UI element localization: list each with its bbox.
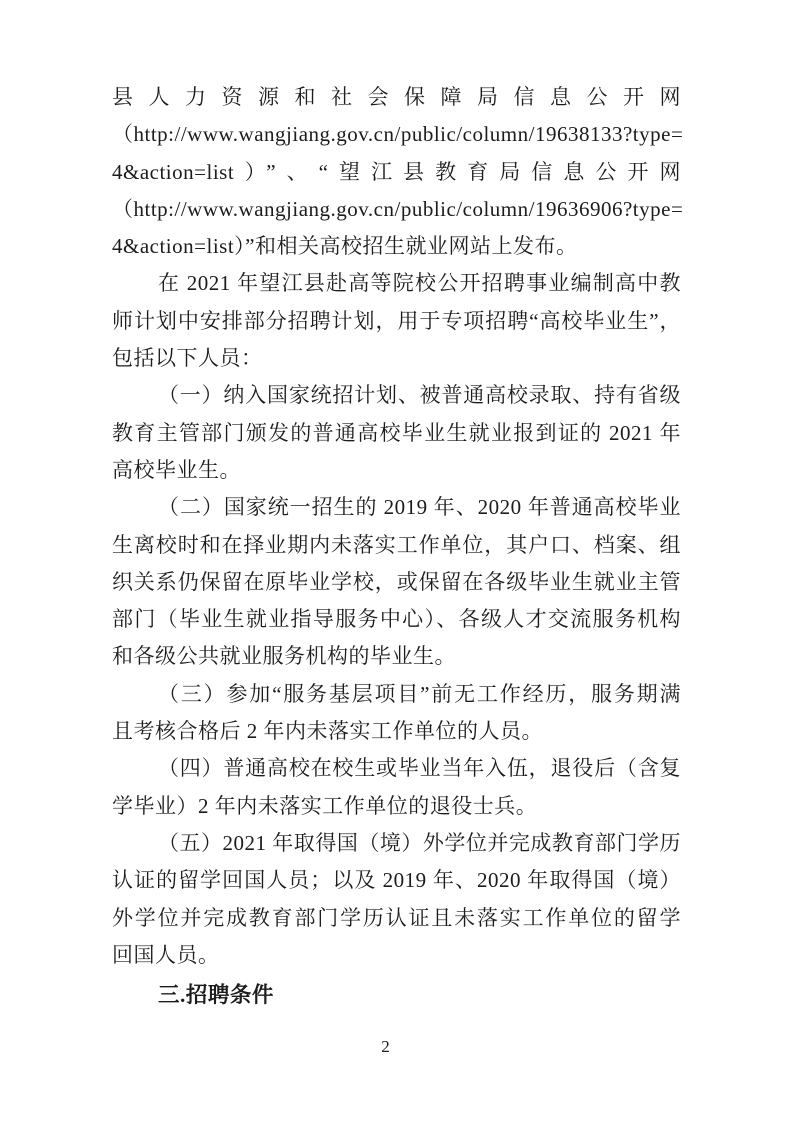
- text-line: 生离校时和在择业期内未落实工作单位，其户口、档案、组: [112, 532, 681, 557]
- text-line: （四）普通高校在校生或毕业当年入伍，退役后（含复: [158, 756, 681, 781]
- text-line: （http://www.wangjiang.gov.cn/public/column/19638133?type=: [112, 122, 684, 147]
- text-line: 部门（毕业生就业指导服务中心）、各级人才交流服务机构: [112, 607, 681, 632]
- text-line: 4&action=list）”、“望江县教育局信息公开网: [112, 159, 681, 184]
- text-line: 教育主管部门颁发的普通高校毕业生就业报到证的 2021 年: [112, 420, 681, 445]
- text-line: 包括以下人员：: [112, 346, 263, 371]
- text-line: 高校毕业生。: [112, 457, 241, 482]
- text-line: （五）2021 年取得国（境）外学位并完成教育部门学历: [158, 830, 681, 855]
- text-line: 织关系仍保留在原毕业学校，或保留在各级毕业生就业主管: [112, 569, 681, 594]
- text-line: 认证的留学回国人员；以及 2019 年、2020 年取得国（境）: [112, 868, 681, 893]
- text-line: （一）纳入国家统招计划、被普通高校录取、持有省级: [158, 383, 681, 408]
- text-line: （二）国家统一招生的 2019 年、2020 年普通高校毕业: [158, 495, 681, 520]
- text-line: （三）参加“服务基层项目”前无工作经历，服务期满: [158, 681, 681, 706]
- text-line: 回国人员。: [112, 942, 220, 967]
- text-line: （http://www.wangjiang.gov.cn/public/column/19636906?type=: [112, 196, 684, 221]
- text-line: 和各级公共就业服务机构的毕业生。: [112, 644, 456, 669]
- text-line: 师计划中安排部分招聘计划，用于专项招聘“高校毕业生”，: [112, 308, 681, 333]
- text-line: 且考核合格后 2 年内未落实工作单位的人员。: [112, 719, 543, 744]
- text-line: 在 2021 年望江县赴高等院校公开招聘事业编制高中教: [158, 271, 681, 296]
- page-number: 2: [381, 1037, 390, 1056]
- section-heading: 三.招聘条件: [158, 983, 274, 1008]
- document-body: [112, 79, 684, 1014]
- text-line: 外学位并完成教育部门学历认证且未落实工作单位的留学: [112, 905, 681, 930]
- text-line: 4&action=list）”和相关高校招生就业网站上发布。: [112, 234, 578, 259]
- text-line: 学毕业）2 年内未落实工作单位的退役士兵。: [112, 793, 538, 818]
- text-line: 县人力资源和社会保障局信息公开网: [112, 85, 681, 109]
